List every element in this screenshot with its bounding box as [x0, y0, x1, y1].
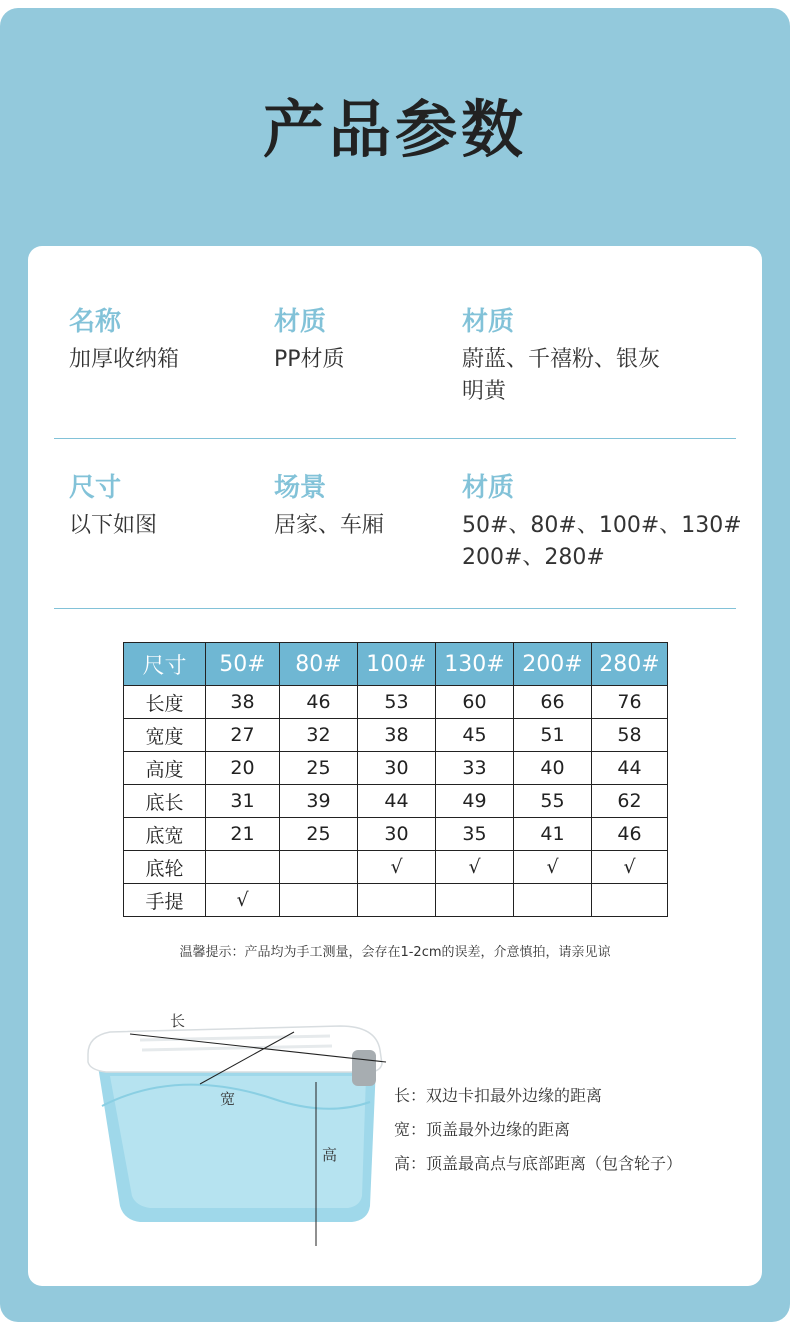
divider	[54, 608, 736, 609]
param-scene	[274, 472, 384, 542]
table-cell: 底轮	[124, 851, 206, 884]
table-header-cell: 尺寸	[124, 643, 206, 686]
table-cell: 51	[514, 719, 592, 752]
table-row	[124, 719, 668, 752]
table-header-cell: 130#	[436, 643, 514, 686]
param-value	[462, 344, 660, 408]
measurement-notice: 温馨提示：产品均为手工测量，会存在1-2cm的误差，介意慎拍，请亲见谅	[179, 945, 611, 960]
param-value-line: 200#、280#	[462, 545, 605, 570]
param-value-line: 蔚蓝、千禧粉、银灰	[462, 347, 661, 372]
param-label: 尺寸	[69, 473, 122, 503]
table-cell: 44	[592, 752, 668, 785]
param-size	[69, 472, 157, 542]
spec-card	[28, 246, 762, 1286]
length-label: 长	[170, 1012, 186, 1030]
table-cell: √	[436, 851, 514, 884]
table-header-row	[124, 643, 668, 686]
table-cell: 31	[206, 785, 280, 818]
height-label: 高	[322, 1146, 338, 1164]
table-cell: 30	[358, 818, 436, 851]
table-cell: 21	[206, 818, 280, 851]
table-cell: 46	[280, 686, 358, 719]
table-cell: 30	[358, 752, 436, 785]
param-value-line: 50#、80#、100#、130#	[462, 513, 742, 538]
param-value: 以下如图	[69, 513, 158, 538]
table-cell: 60	[436, 686, 514, 719]
table-cell: 46	[592, 818, 668, 851]
table-header-cell: 200#	[514, 643, 592, 686]
table-header-cell: 100#	[358, 643, 436, 686]
param-label: 材质	[462, 307, 515, 337]
legend-length: 长：双边卡扣最外边缘的距离	[394, 1086, 603, 1105]
table-cell: 长度	[124, 686, 206, 719]
table-cell: 76	[592, 686, 668, 719]
param-value	[462, 510, 742, 574]
legend-height: 高：顶盖最高点与底部距离（包含轮子）	[394, 1154, 683, 1173]
param-label: 材质	[274, 307, 327, 337]
table-cell: 66	[514, 686, 592, 719]
table-cell	[358, 884, 436, 917]
table-cell	[206, 851, 280, 884]
box-body-inner	[110, 1076, 366, 1208]
table-cell: 25	[280, 818, 358, 851]
legend-width: 宽：顶盖最外边缘的距离	[394, 1120, 571, 1139]
table-row	[124, 851, 668, 884]
table-cell: √	[592, 851, 668, 884]
table-cell: 27	[206, 719, 280, 752]
table-row	[124, 785, 668, 818]
table-cell	[436, 884, 514, 917]
table-cell	[592, 884, 668, 917]
param-label: 名称	[69, 307, 122, 337]
param-label: 材质	[462, 473, 515, 503]
table-cell: 高度	[124, 752, 206, 785]
param-value-line: 明黄	[462, 379, 507, 404]
table-cell	[280, 851, 358, 884]
table-cell: 39	[280, 785, 358, 818]
table-cell: √	[358, 851, 436, 884]
param-models	[462, 472, 742, 574]
table-cell	[514, 884, 592, 917]
param-name	[69, 306, 179, 376]
param-value: 加厚收纳箱	[69, 347, 180, 372]
table-cell: 44	[358, 785, 436, 818]
divider	[54, 438, 736, 439]
param-value: PP材质	[274, 347, 345, 372]
table-row	[124, 752, 668, 785]
table-cell: √	[514, 851, 592, 884]
lid-clip	[352, 1050, 376, 1086]
table-row	[124, 818, 668, 851]
table-cell: √	[206, 884, 280, 917]
size-table	[123, 642, 668, 917]
table-cell: 20	[206, 752, 280, 785]
storage-box-diagram	[80, 1006, 390, 1246]
width-label: 宽	[220, 1090, 236, 1108]
table-cell: 62	[592, 785, 668, 818]
page-title: 产品参数	[262, 93, 527, 166]
table-cell: 35	[436, 818, 514, 851]
table-cell: 45	[436, 719, 514, 752]
table-cell: 58	[592, 719, 668, 752]
param-color	[462, 306, 660, 408]
table-cell: 41	[514, 818, 592, 851]
page-background	[0, 8, 790, 1322]
table-header-cell: 50#	[206, 643, 280, 686]
table-cell: 49	[436, 785, 514, 818]
table-cell: 宽度	[124, 719, 206, 752]
table-cell: 38	[206, 686, 280, 719]
table-row	[124, 884, 668, 917]
table-cell: 33	[436, 752, 514, 785]
table-header-cell: 280#	[592, 643, 668, 686]
table-cell: 底长	[124, 785, 206, 818]
table-row	[124, 686, 668, 719]
table-cell	[280, 884, 358, 917]
param-value: 居家、车厢	[274, 513, 385, 538]
table-cell: 38	[358, 719, 436, 752]
table-cell: 55	[514, 785, 592, 818]
table-cell: 40	[514, 752, 592, 785]
table-cell: 53	[358, 686, 436, 719]
param-label: 场景	[274, 473, 327, 503]
table-cell: 手提	[124, 884, 206, 917]
table-header-cell: 80#	[280, 643, 358, 686]
table-cell: 25	[280, 752, 358, 785]
table-cell: 32	[280, 719, 358, 752]
table-cell: 底宽	[124, 818, 206, 851]
param-material	[274, 306, 345, 376]
